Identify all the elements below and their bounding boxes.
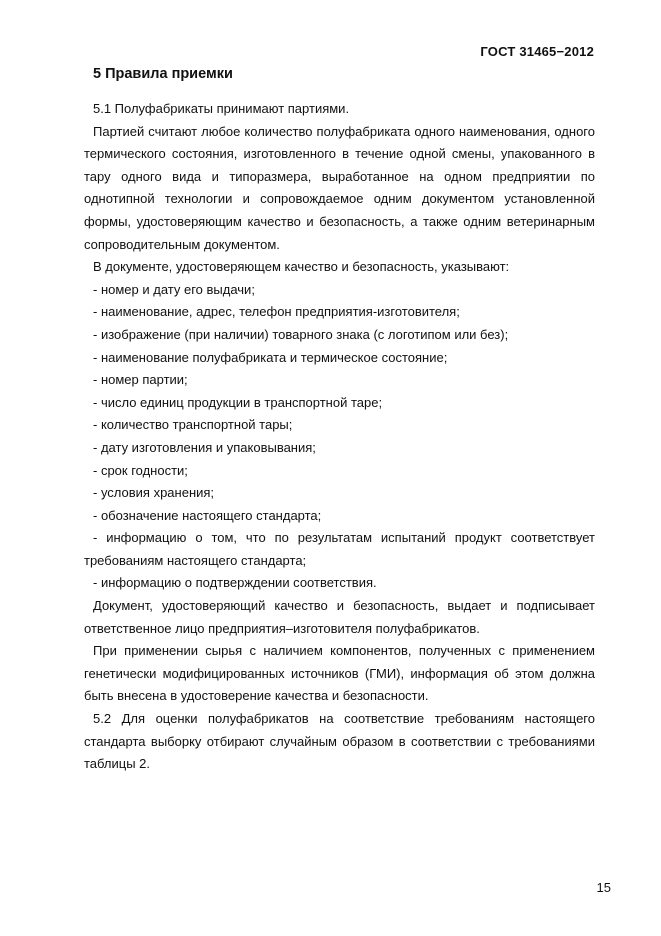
list-item: - условия хранения; <box>93 485 215 501</box>
list-item: - дату изготовления и упаковывания; <box>93 439 316 455</box>
list-item: - информацию о том, что по результатам испытаний продукт соответствует требованиям настоящего стандарта; <box>84 530 595 568</box>
list-item: - наименование, адрес, телефон предприятия-изготовителя; <box>93 304 460 320</box>
section-title: 5 Правила приемки <box>93 66 233 82</box>
paragraph-batch-definition: Партией считают любое количество полуфабриката одного наименования, одного термического состояния, изготовленного в течение одной смены, упакованного в тару одного вида и типоразмера, выработанное на одном предприятии по однотипной технологии и сопровождаемое одним документом установленной формы, удостоверяющим качество и безопасность, а также одним ветеринарным сопроводительным документом. <box>84 123 595 252</box>
list-item: - обозначение настоящего стандарта; <box>93 507 322 523</box>
list-item: - число единиц продукции в транспортной таре; <box>93 394 383 410</box>
standard-designation: ГОСТ 31465−2012 <box>480 44 594 59</box>
paragraph-document-contents: В документе, удостоверяющем качество и безопасность, указывают: <box>93 259 510 275</box>
paragraph-5-2: 5.2 Для оценки полуфабрикатов на соответствие требованиям настоящего стандарта выборку отбирают случайным образом в соответствии с требованиями таблицы 2. <box>84 711 595 772</box>
list-item: - информацию о подтверждении соответствия. <box>93 575 377 591</box>
list-item: - наименование полуфабриката и термическое состояние; <box>93 349 448 365</box>
paragraph-gmo-info: При применении сырья с наличием компонентов, полученных с применением генетически модифицированных источников (ГМИ), информация об этом должна быть внесена в удостоверение качества и безопасности. <box>84 643 595 704</box>
paragraph-responsible-person: Документ, удостоверяющий качество и безопасность, выдает и подписывает ответственное лицо предприятия–изготовителя полуфабрикатов. <box>84 598 595 636</box>
page-number: 15 <box>596 880 611 895</box>
list-item: - номер и дату его выдачи; <box>93 281 255 297</box>
list-item: - количество транспортной тары; <box>93 417 293 433</box>
section-body <box>84 98 595 776</box>
list-item: - изображение (при наличии) товарного знака (с логотипом или без); <box>93 326 509 342</box>
list-item: - номер партии; <box>93 372 188 388</box>
paragraph-5-1: 5.1 Полуфабрикаты принимают партиями. <box>93 101 350 116</box>
list-item: - срок годности; <box>93 462 188 478</box>
